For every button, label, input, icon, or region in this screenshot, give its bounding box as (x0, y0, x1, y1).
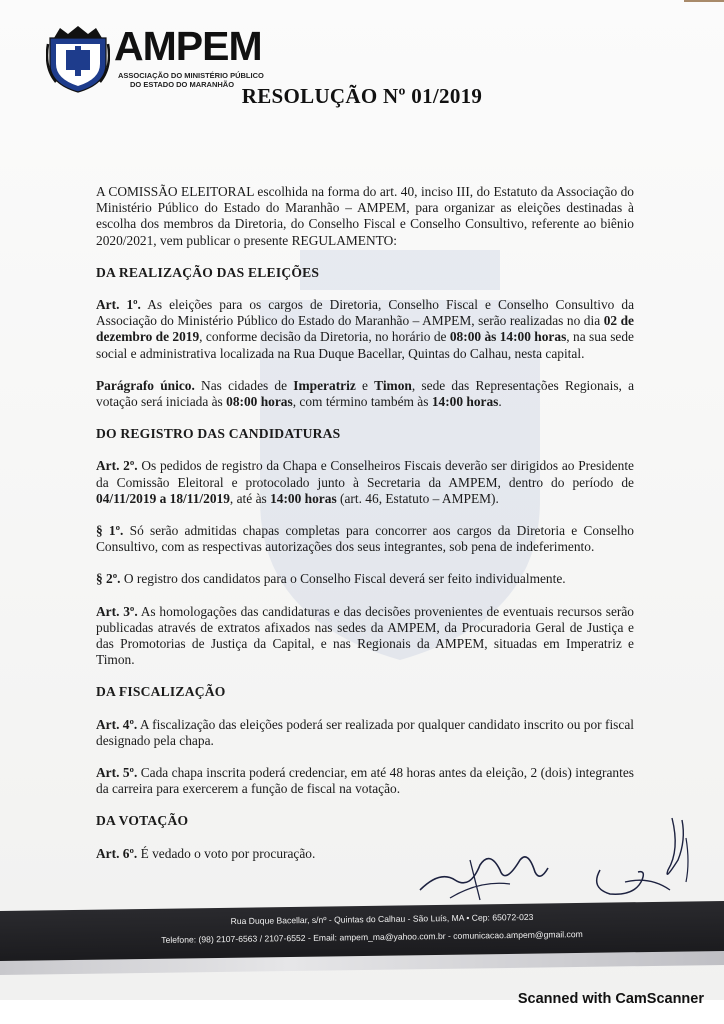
footer-address: Rua Duque Bacellar, s/nº - Quintas do Calhau - São Luís, MA • Cep: 65072-023 (230, 911, 534, 927)
section-heading-fiscalizacao: DA FISCALIZAÇÃO (96, 684, 226, 700)
paragrafo-unico (96, 378, 634, 410)
article-4 (96, 717, 634, 749)
article-2 (96, 458, 634, 507)
paragraph-text: Só serão admitidas chapas completas para concorrer aos cargos da Diretoria e Conselho Consultivo, com as respectivas autorizações dos seus integrantes, sob pena de indeferimento. (96, 523, 635, 555)
paragraph-text: . (498, 394, 502, 410)
article-1 (96, 297, 634, 362)
article-text: , na sua sede social e administrativa localizada na Rua Duque Bacellar, Quintas do Calhau, nesta capital. (96, 329, 634, 361)
end-time: 14:00 horas (431, 394, 499, 410)
article-label: Art. 3º. (96, 603, 138, 619)
section-heading-realizacao: DA REALIZAÇÃO DAS ELEIÇÕES (96, 264, 320, 280)
paragraph-2 (96, 571, 634, 587)
article-text: , até às (229, 490, 271, 506)
top-edge-mark (684, 0, 724, 2)
document-title: RESOLUÇÃO Nº 01/2019 (241, 84, 483, 108)
city-name: Imperatriz (293, 377, 356, 393)
logo-subtitle-line2: DO ESTADO DO MARANHÃO (130, 80, 235, 89)
article-label: Art. 5º. (96, 765, 138, 781)
paragraph-text: , sede das Representações Regionais, a votação será iniciada às (96, 377, 635, 410)
registration-deadline-time: 14:00 horas (270, 490, 337, 506)
paragraph-text: , com término também às (292, 394, 432, 410)
article-text: (art. 46, Estatuto – AMPEM). (336, 490, 499, 506)
article-text: A fiscalização das eleições poderá ser realizada por qualquer candidato inscrito ou por fiscal designado pela chapa. (96, 716, 634, 748)
intro-paragraph: A COMISSÃO ELEITORAL escolhida na forma do art. 40, inciso III, do Estatuto da Associação do Ministério Público do Estado do Maranhão – AMPEM, para organizar as eleições destinadas à escolha dos membros da Diretoria, do Conselho Fiscal e Conselho Consultivo, referente ao biênio 2020/2021, vem publicar o presente REGULAMENTO: (96, 184, 634, 248)
logo-subtitle-line1: ASSOCIAÇÃO DO MINISTÉRIO PÚBLICO (118, 71, 264, 80)
paragraph-text: O registro dos candidatos para o Conselho Fiscal deverá ser feito individualmente. (120, 571, 566, 587)
article-text: Os pedidos de registro da Chapa e Conselheiros Fiscais deverão ser dirigidos ao Presidente da Comissão Eleitoral e protocolado junto à Secretaria da AMPEM, dentro do período de (96, 458, 634, 490)
start-time: 08:00 horas (226, 394, 293, 410)
registration-period: 04/11/2019 a 18/11/2019 (96, 490, 230, 506)
footer-contact: Telefone: (98) 2107-6563 / 2107-6552 - Email: ampem_ma@yahoo.com.br - comunicacao.ampem@gmail.com (161, 929, 583, 945)
article-3 (96, 604, 634, 669)
article-5 (96, 765, 634, 797)
article-text: As homologações das candidaturas e das decisões provenientes de eventuais recursos serão publicadas através de extratos afixados nas sedes da AMPEM, da Procuradoria Geral de Justiça e das Promotorias de Justiça da Capital, e nas Regionais da AMPEM, situadas em Imperatriz e Timon. (96, 603, 634, 668)
paragraph-text: e (355, 377, 375, 393)
document-body (96, 184, 634, 878)
section-heading-votacao: DA VOTAÇÃO (96, 813, 189, 829)
paragraph-text: Nas cidades de (194, 377, 294, 393)
article-label: Art. 2º. (96, 458, 138, 474)
camscanner-watermark: Scanned with CamScanner (517, 991, 704, 1007)
article-text: As eleições para os cargos de Diretoria, Conselho Fiscal e Conselho Consultivo da Associação do Ministério Público do Estado do Maranhão – AMPEM, serão realizadas no dia (96, 297, 635, 329)
article-text: É vedado o voto por procuração. (137, 845, 316, 861)
paragraph-label: § 1º. (96, 523, 124, 539)
article-text: Cada chapa inscrita poderá credenciar, em até 48 horas antes da eleição, 2 (dois) integrantes da carreira para exercerem a função de fiscal na votação. (96, 765, 634, 797)
election-date: 02 de dezembro de 2019 (96, 313, 634, 345)
logo-name: AMPEM (114, 23, 262, 69)
paragraph-1 (96, 523, 634, 555)
article-text: , conforme decisão da Diretoria, no horário de (199, 329, 450, 345)
article-label: Art. 4º. (96, 716, 138, 732)
section-heading-registro: DO REGISTRO DAS CANDIDATURAS (96, 426, 341, 442)
paragraph-label: § 2º. (96, 571, 121, 587)
article-label: Art. 1º. (96, 297, 141, 313)
election-hours: 08:00 às 14:00 horas (449, 329, 567, 345)
city-name: Timon (374, 377, 412, 393)
article-label: Art. 6º. (96, 845, 138, 861)
paragraph-label: Parágrafo único. (96, 377, 195, 393)
